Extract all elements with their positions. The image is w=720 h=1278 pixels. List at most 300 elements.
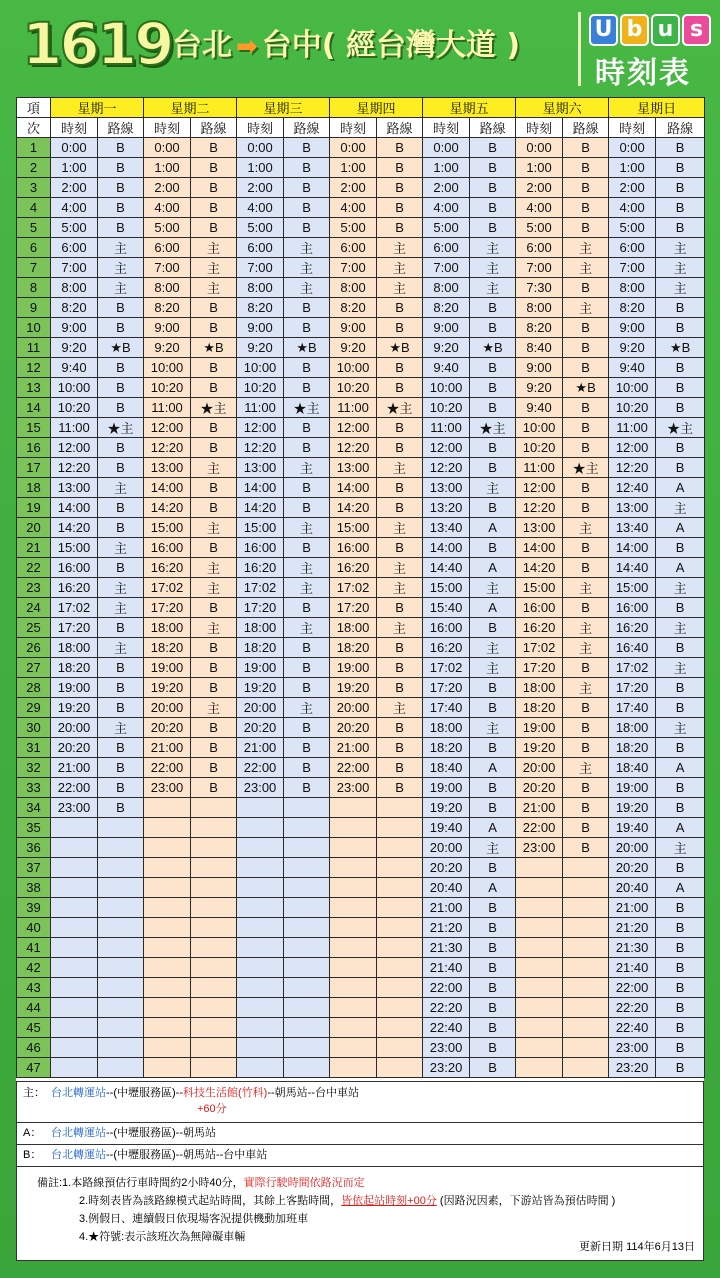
legend-mid: --(中壢服務區)-- xyxy=(106,1087,183,1099)
departure-time: 17:02 xyxy=(51,598,98,618)
departure-time: 20:40 xyxy=(609,878,656,898)
route-code: 主 xyxy=(470,478,516,498)
departure-time: 12:20 xyxy=(51,458,98,478)
route-code: 主 xyxy=(470,278,516,298)
route-code: B xyxy=(98,198,144,218)
route-code: 主 xyxy=(98,278,144,298)
row-index: 42 xyxy=(17,958,51,978)
departure-time: 20:00 xyxy=(609,838,656,858)
departure-time: 19:20 xyxy=(330,678,377,698)
row-index: 45 xyxy=(17,1018,51,1038)
legend-a xyxy=(17,1122,703,1145)
departure-time: 13:00 xyxy=(237,458,284,478)
departure-time xyxy=(330,798,377,818)
time-column-header: 時刻 xyxy=(51,118,98,138)
route-code: B xyxy=(563,158,609,178)
route-code: B xyxy=(284,378,330,398)
route-code: B xyxy=(563,198,609,218)
departure-time: 4:00 xyxy=(330,198,377,218)
row-index: 20 xyxy=(17,518,51,538)
row-index: 8 xyxy=(17,278,51,298)
table-row xyxy=(17,718,705,738)
day-header: 星期二 xyxy=(144,98,237,118)
route-code xyxy=(377,1038,423,1058)
departure-time: 8:20 xyxy=(237,298,284,318)
departure-time: 11:00 xyxy=(423,418,470,438)
route-code: B xyxy=(470,778,516,798)
departure-time: 22:00 xyxy=(423,978,470,998)
route-code: B xyxy=(98,558,144,578)
departure-time: 8:00 xyxy=(144,278,191,298)
departure-time: 19:00 xyxy=(144,658,191,678)
route-code: ★主 xyxy=(377,398,423,418)
route-code: B xyxy=(563,598,609,618)
row-index: 47 xyxy=(17,1058,51,1078)
route-code: 主 xyxy=(470,638,516,658)
route-code xyxy=(563,1058,609,1078)
route-code: B xyxy=(470,198,516,218)
departure-time: 1:00 xyxy=(516,158,563,178)
departure-time: 17:20 xyxy=(609,678,656,698)
route-code: B xyxy=(284,298,330,318)
route-code: 主 xyxy=(377,258,423,278)
route-code: B xyxy=(656,778,705,798)
departure-time: 13:40 xyxy=(609,518,656,538)
departure-time: 5:00 xyxy=(51,218,98,238)
departure-time: 11:00 xyxy=(609,418,656,438)
route-code: 主 xyxy=(656,238,705,258)
route-code: 主 xyxy=(377,618,423,638)
route-code: B xyxy=(98,678,144,698)
route-code: 主 xyxy=(470,258,516,278)
remark-text: 備註:1.本路線預估行車時間約2小時40分， xyxy=(37,1177,244,1189)
route-code: B xyxy=(656,378,705,398)
departure-time: 0:00 xyxy=(144,138,191,158)
departure-time xyxy=(144,858,191,878)
remark-text: (因路況因素，下游站皆為預估時間 ) xyxy=(436,1195,616,1207)
timetable-label: 時刻表 xyxy=(595,56,691,91)
route-number: 1619 xyxy=(22,10,172,78)
departure-time: 18:00 xyxy=(516,678,563,698)
route-code: B xyxy=(470,678,516,698)
route-code: 主 xyxy=(284,618,330,638)
route-column-header: 路線 xyxy=(656,118,705,138)
route-code: B xyxy=(470,538,516,558)
departure-time xyxy=(516,958,563,978)
departure-time: 18:20 xyxy=(51,658,98,678)
departure-time: 15:00 xyxy=(330,518,377,538)
departure-time: 19:20 xyxy=(51,698,98,718)
route-code: 主 xyxy=(656,498,705,518)
route-code: B xyxy=(470,458,516,478)
route-code xyxy=(284,1018,330,1038)
route-code: ★主 xyxy=(470,418,516,438)
departure-time: 20:00 xyxy=(423,838,470,858)
table-row xyxy=(17,858,705,878)
route-code: 主 xyxy=(563,678,609,698)
departure-time xyxy=(516,1018,563,1038)
route-code: B xyxy=(656,1038,705,1058)
departure-time: 5:00 xyxy=(237,218,284,238)
departure-time: 19:20 xyxy=(144,678,191,698)
route-code xyxy=(191,978,237,998)
route-code: 主 xyxy=(656,618,705,638)
route-code: A xyxy=(656,558,705,578)
route-code: 主 xyxy=(656,718,705,738)
route-code: B xyxy=(284,178,330,198)
route-code: A xyxy=(470,818,516,838)
table-row xyxy=(17,998,705,1018)
table-row xyxy=(17,438,705,458)
departure-time xyxy=(237,1018,284,1038)
departure-time: 7:30 xyxy=(516,278,563,298)
time-column-header: 時刻 xyxy=(516,118,563,138)
route-code: B xyxy=(563,338,609,358)
route-code: B xyxy=(470,1058,516,1078)
departure-time: 16:40 xyxy=(609,638,656,658)
table-row xyxy=(17,638,705,658)
departure-time xyxy=(237,938,284,958)
route-code: 主 xyxy=(98,238,144,258)
departure-time: 2:00 xyxy=(51,178,98,198)
departure-time: 23:20 xyxy=(609,1058,656,1078)
route-code: 主 xyxy=(470,718,516,738)
route-code: B xyxy=(284,738,330,758)
departure-time: 9:40 xyxy=(51,358,98,378)
departure-time: 20:00 xyxy=(237,698,284,718)
route-code: B xyxy=(563,418,609,438)
departure-time: 6:00 xyxy=(330,238,377,258)
departure-time xyxy=(516,998,563,1018)
update-date: 更新日期 114年6月13日 xyxy=(579,1241,695,1253)
departure-time: 20:20 xyxy=(144,718,191,738)
route-column-header: 路線 xyxy=(191,118,237,138)
departure-time: 14:20 xyxy=(237,498,284,518)
route-code: B xyxy=(656,958,705,978)
route-code xyxy=(563,998,609,1018)
departure-time: 19:20 xyxy=(423,798,470,818)
route-code: B xyxy=(563,138,609,158)
route-code: B xyxy=(377,318,423,338)
departure-time: 16:20 xyxy=(330,558,377,578)
route-code: B xyxy=(470,1038,516,1058)
legend-route xyxy=(51,1084,359,1100)
route-code: 主 xyxy=(656,658,705,678)
departure-time xyxy=(330,998,377,1018)
route-code: B xyxy=(98,518,144,538)
departure-time xyxy=(237,958,284,978)
departure-time: 14:00 xyxy=(330,478,377,498)
row-index: 46 xyxy=(17,1038,51,1058)
departure-time: 10:00 xyxy=(516,418,563,438)
day-header: 星期六 xyxy=(516,98,609,118)
route-code xyxy=(98,938,144,958)
departure-time xyxy=(51,978,98,998)
departure-time: 20:20 xyxy=(237,718,284,738)
route-code xyxy=(284,1058,330,1078)
route-code: B xyxy=(191,758,237,778)
legend-key: 主： xyxy=(23,1087,45,1099)
route-code: B xyxy=(191,198,237,218)
departure-time: 20:20 xyxy=(516,778,563,798)
route-code: B xyxy=(98,458,144,478)
departure-time: 4:00 xyxy=(423,198,470,218)
departure-time: 4:00 xyxy=(51,198,98,218)
departure-time: 9:20 xyxy=(516,378,563,398)
route-code: 主 xyxy=(284,578,330,598)
departure-time: 2:00 xyxy=(423,178,470,198)
table-row xyxy=(17,838,705,858)
route-code: 主 xyxy=(98,578,144,598)
departure-time: 21:00 xyxy=(237,738,284,758)
route-code: B xyxy=(284,778,330,798)
route-code: B xyxy=(98,498,144,518)
departure-time xyxy=(51,998,98,1018)
departure-time xyxy=(144,958,191,978)
route-code: B xyxy=(656,1018,705,1038)
route-column-header: 路線 xyxy=(470,118,516,138)
route-code: B xyxy=(98,738,144,758)
route-code: B xyxy=(656,398,705,418)
departure-time: 14:00 xyxy=(423,538,470,558)
route-code: B xyxy=(191,418,237,438)
departure-time: 9:20 xyxy=(51,338,98,358)
departure-time: 20:00 xyxy=(330,698,377,718)
departure-time xyxy=(237,978,284,998)
departure-time: 14:20 xyxy=(330,498,377,518)
departure-time xyxy=(144,898,191,918)
route-code xyxy=(191,1058,237,1078)
departure-time: 5:00 xyxy=(144,218,191,238)
departure-time: 19:00 xyxy=(609,778,656,798)
departure-time: 9:40 xyxy=(516,398,563,418)
departure-time: 15:00 xyxy=(51,538,98,558)
departure-time: 21:30 xyxy=(423,938,470,958)
route-code xyxy=(191,1018,237,1038)
route-code: ★主 xyxy=(656,418,705,438)
route-code: 主 xyxy=(191,518,237,538)
route-code xyxy=(191,938,237,958)
table-row xyxy=(17,678,705,698)
route-code: B xyxy=(656,998,705,1018)
departure-time: 16:00 xyxy=(144,538,191,558)
route-code: B xyxy=(656,598,705,618)
departure-time xyxy=(516,1038,563,1058)
route-code: B xyxy=(98,658,144,678)
route-code: B xyxy=(284,758,330,778)
route-code: B xyxy=(191,358,237,378)
route-code xyxy=(98,898,144,918)
table-row xyxy=(17,218,705,238)
departure-time: 13:00 xyxy=(423,478,470,498)
route-code: B xyxy=(656,978,705,998)
departure-time: 2:00 xyxy=(144,178,191,198)
departure-time: 14:00 xyxy=(144,478,191,498)
route-code: ★B xyxy=(377,338,423,358)
route-code: B xyxy=(563,798,609,818)
route-code: 主 xyxy=(470,578,516,598)
departure-time: 10:20 xyxy=(516,438,563,458)
route-code: B xyxy=(656,938,705,958)
route-code: B xyxy=(377,298,423,318)
route-code: B xyxy=(563,438,609,458)
departure-time xyxy=(144,978,191,998)
route-code: 主 xyxy=(563,258,609,278)
departure-time: 13:40 xyxy=(423,518,470,538)
departure-time: 18:40 xyxy=(609,758,656,778)
departure-time: 6:00 xyxy=(144,238,191,258)
origin-label: 台北 xyxy=(172,28,232,63)
index-header-bottom: 次 xyxy=(17,118,51,138)
row-index: 22 xyxy=(17,558,51,578)
route-code: ★B xyxy=(563,378,609,398)
route-code: B xyxy=(470,218,516,238)
row-index: 29 xyxy=(17,698,51,718)
departure-time: 11:00 xyxy=(51,418,98,438)
route-code: 主 xyxy=(656,838,705,858)
route-code: B xyxy=(377,218,423,238)
departure-time: 7:00 xyxy=(330,258,377,278)
departure-time: 18:00 xyxy=(144,618,191,638)
table-row xyxy=(17,578,705,598)
column-header-row xyxy=(17,118,705,138)
departure-time: 12:00 xyxy=(423,438,470,458)
route-code: B xyxy=(470,378,516,398)
route-code: A xyxy=(656,478,705,498)
row-index: 15 xyxy=(17,418,51,438)
day-header: 星期五 xyxy=(423,98,516,118)
route-code: B xyxy=(563,178,609,198)
departure-time: 14:40 xyxy=(423,558,470,578)
route-code: B xyxy=(563,498,609,518)
legend-b xyxy=(17,1144,703,1167)
departure-time: 4:00 xyxy=(516,198,563,218)
departure-time: 14:00 xyxy=(237,478,284,498)
departure-time xyxy=(144,878,191,898)
departure-time xyxy=(330,958,377,978)
route-code: B xyxy=(377,138,423,158)
route-code: 主 xyxy=(470,658,516,678)
departure-time: 1:00 xyxy=(330,158,377,178)
row-index: 39 xyxy=(17,898,51,918)
departure-time: 23:00 xyxy=(237,778,284,798)
brand-letter: u xyxy=(651,14,680,46)
route-code: A xyxy=(470,758,516,778)
departure-time xyxy=(516,918,563,938)
table-row xyxy=(17,498,705,518)
route-code: 主 xyxy=(284,278,330,298)
route-code: B xyxy=(470,738,516,758)
route-code: B xyxy=(563,538,609,558)
route-code: B xyxy=(284,498,330,518)
departure-time: 0:00 xyxy=(609,138,656,158)
departure-time: 17:02 xyxy=(144,578,191,598)
departure-time: 13:20 xyxy=(423,498,470,518)
table-row xyxy=(17,298,705,318)
departure-time xyxy=(237,1058,284,1078)
route-code: 主 xyxy=(563,238,609,258)
departure-time: 6:00 xyxy=(516,238,563,258)
route-code: B xyxy=(470,138,516,158)
route-code: B xyxy=(284,218,330,238)
route-code: ★B xyxy=(656,338,705,358)
route-code xyxy=(563,878,609,898)
destination-label: 台中 xyxy=(261,28,322,63)
departure-time xyxy=(51,1058,98,1078)
route-code xyxy=(284,798,330,818)
departure-time: 22:00 xyxy=(144,758,191,778)
row-index: 9 xyxy=(17,298,51,318)
departure-time xyxy=(144,998,191,1018)
departure-time: 2:00 xyxy=(330,178,377,198)
route-code: B xyxy=(191,598,237,618)
route-code: B xyxy=(377,178,423,198)
departure-time: 18:20 xyxy=(609,738,656,758)
departure-time: 6:00 xyxy=(609,238,656,258)
table-row xyxy=(17,418,705,438)
departure-time xyxy=(144,798,191,818)
timetable-grid xyxy=(16,97,705,1078)
route-code xyxy=(377,818,423,838)
route-code: 主 xyxy=(191,578,237,598)
route-code: B xyxy=(191,218,237,238)
route-code: ★主 xyxy=(284,398,330,418)
departure-time xyxy=(330,898,377,918)
route-code: ★主 xyxy=(563,458,609,478)
departure-time: 12:00 xyxy=(330,418,377,438)
route-code: B xyxy=(284,358,330,378)
route-code: B xyxy=(98,618,144,638)
legend-key: B： xyxy=(23,1149,42,1161)
row-index: 19 xyxy=(17,498,51,518)
departure-time: 0:00 xyxy=(237,138,284,158)
route-code: 主 xyxy=(470,838,516,858)
legend-highlight: 科技生活館(竹科) xyxy=(182,1087,268,1099)
row-index: 35 xyxy=(17,818,51,838)
route-code: ★B xyxy=(284,338,330,358)
route-code: B xyxy=(284,418,330,438)
departure-time: 21:00 xyxy=(144,738,191,758)
departure-time: 10:20 xyxy=(237,378,284,398)
departure-time: 10:20 xyxy=(51,398,98,418)
table-row xyxy=(17,458,705,478)
departure-time: 16:00 xyxy=(237,538,284,558)
legend-rest: --(中壢服務區)--朝馬站--台中車站 xyxy=(106,1149,268,1161)
route-code: B xyxy=(656,438,705,458)
route-code: B xyxy=(377,778,423,798)
departure-time: 9:00 xyxy=(609,318,656,338)
departure-time: 16:20 xyxy=(609,618,656,638)
route-code: 主 xyxy=(377,518,423,538)
departure-time: 12:20 xyxy=(609,458,656,478)
departure-time: 10:00 xyxy=(423,378,470,398)
departure-time: 18:20 xyxy=(237,638,284,658)
route-code xyxy=(284,998,330,1018)
route-code xyxy=(284,858,330,878)
row-index: 13 xyxy=(17,378,51,398)
departure-time: 19:00 xyxy=(51,678,98,698)
table-row xyxy=(17,758,705,778)
route-code: ★主 xyxy=(191,398,237,418)
route-code: B xyxy=(98,778,144,798)
table-row xyxy=(17,938,705,958)
departure-time xyxy=(330,818,377,838)
departure-time xyxy=(237,798,284,818)
route-code: 主 xyxy=(563,578,609,598)
route-code: B xyxy=(191,498,237,518)
route-code: B xyxy=(470,798,516,818)
departure-time: 22:20 xyxy=(609,998,656,1018)
